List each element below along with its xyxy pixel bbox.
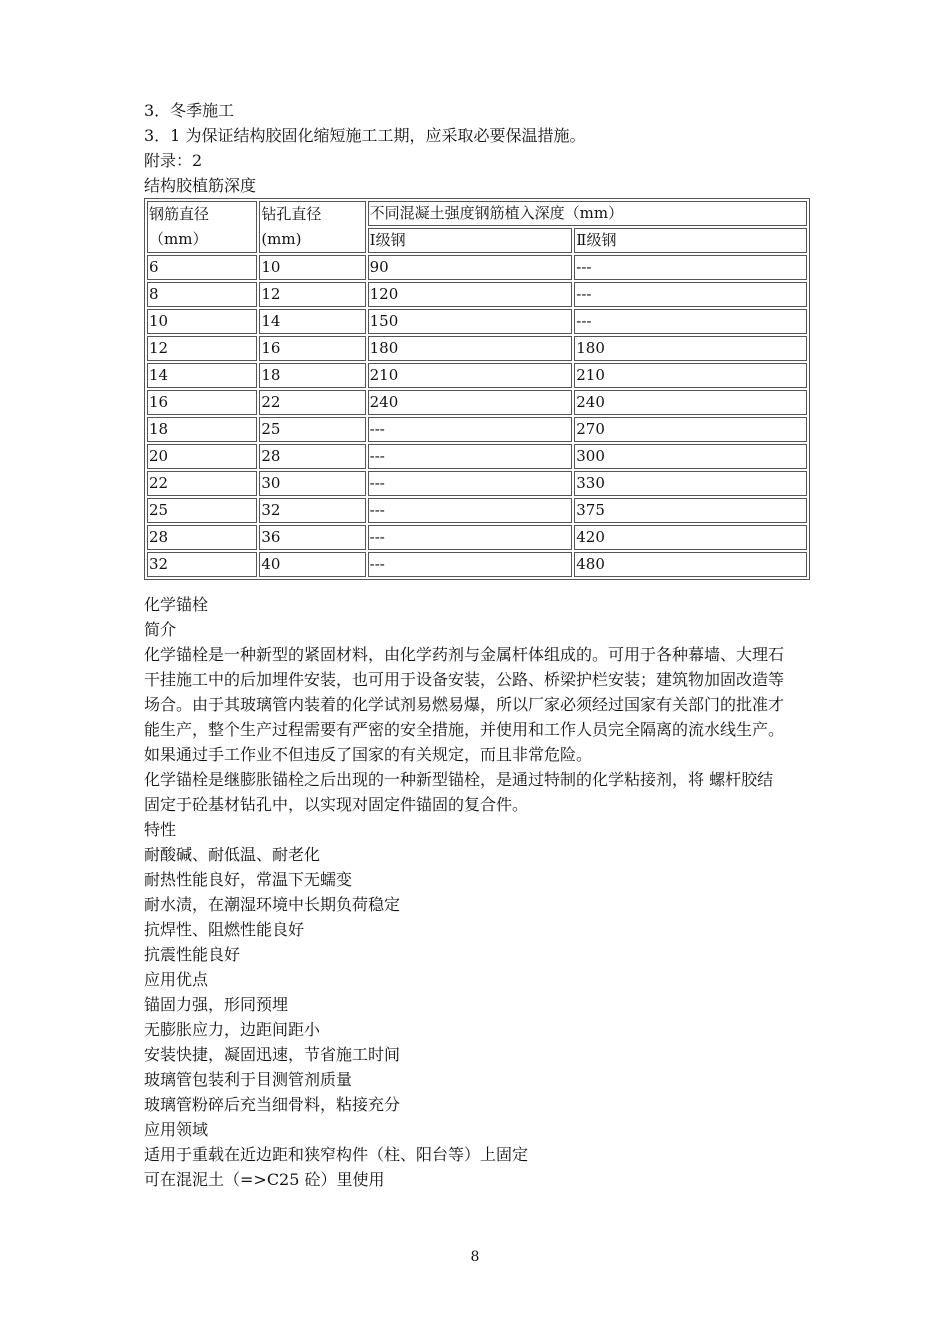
table-cell: 28 [147, 525, 257, 550]
paragraph-line: 干挂施工中的后加埋件安装，也可用于设备安装，公路、桥梁护栏安装；建筑物加固改造等 [144, 670, 785, 689]
advantage-item: 安装快捷，凝固迅速，节省施工时间 [144, 1045, 401, 1064]
table-cell: 150 [368, 309, 573, 334]
intro-paragraph-1 [144, 642, 810, 767]
table-cell: 10 [259, 255, 365, 280]
table-row [147, 525, 807, 550]
paragraph-line: 固定于砼基材钻孔中，以实现对固定件锚固的复合件。 [144, 795, 529, 814]
table-cell: 330 [574, 471, 807, 496]
feature-item: 耐水渍，在潮湿环境中长期负荷稳定 [144, 895, 401, 914]
table-cell: --- [368, 525, 573, 550]
table-cell: 25 [147, 498, 257, 523]
header-hole-diameter [259, 201, 365, 253]
table-row [147, 309, 807, 334]
feature-item: 耐热性能良好，常温下无蠕变 [144, 870, 353, 889]
header-depth-group: 不同混凝土强度钢筋植入深度（mm） [368, 201, 807, 226]
field-item: 适用于重载在近边距和狭窄构件（柱、阳台等）上固定 [144, 1145, 529, 1164]
table-title: 结构胶植筋深度 [144, 176, 257, 195]
table-row [147, 255, 807, 280]
table-row [147, 471, 807, 496]
table-cell: --- [368, 552, 573, 577]
table-cell: 32 [259, 498, 365, 523]
table-cell: 180 [368, 336, 573, 361]
table-cell: 12 [147, 336, 257, 361]
table-row [147, 336, 807, 361]
table-cell: 32 [147, 552, 257, 577]
table-cell: 22 [147, 471, 257, 496]
table-cell: 22 [259, 390, 365, 415]
table-row [147, 444, 807, 469]
table-cell: 30 [259, 471, 365, 496]
header-rebar-diameter-line1: 钢筋直径 [149, 205, 210, 223]
advantage-item: 无膨胀应力，边距间距小 [144, 1020, 321, 1039]
intro-heading: 简介 [144, 620, 177, 639]
table-cell: --- [368, 444, 573, 469]
chem-anchor-title: 化学锚栓 [144, 595, 209, 614]
section-heading: 3．冬季施工 [144, 101, 235, 120]
table-cell: --- [574, 255, 807, 280]
document-page [144, 98, 810, 1192]
table-cell: 10 [147, 309, 257, 334]
table-cell: 480 [574, 552, 807, 577]
advantages-heading: 应用优点 [144, 970, 209, 989]
table-cell: --- [368, 498, 573, 523]
table-cell: 270 [574, 417, 807, 442]
header-hole-diameter-line1: 钻孔直径 [261, 205, 322, 223]
feature-item: 耐酸碱、耐低温、耐老化 [144, 845, 321, 864]
table-cell: 8 [147, 282, 257, 307]
table-cell: 6 [147, 255, 257, 280]
fields-heading: 应用领域 [144, 1120, 209, 1139]
advantage-item: 玻璃管包装利于目测管剂质量 [144, 1070, 353, 1089]
table-cell: --- [368, 417, 573, 442]
table-cell: 420 [574, 525, 807, 550]
features-heading: 特性 [144, 820, 177, 839]
table-cell: 240 [368, 390, 573, 415]
feature-item: 抗焊性、阻燃性能良好 [144, 920, 305, 939]
table-header-row [147, 201, 807, 226]
table-cell: 120 [368, 282, 573, 307]
rebar-depth-table [144, 198, 810, 580]
header-rebar-diameter-line2: （mm） [149, 230, 208, 248]
table-row [147, 390, 807, 415]
table-cell: 14 [147, 363, 257, 388]
paragraph-line: 场合。由于其玻璃管内装着的化学试剂易燃易爆，所以厂家必须经过国家有关部门的批准才 [144, 695, 785, 714]
paragraph-line: 化学锚栓是一种新型的紧固材料，由化学药剂与金属杆体组成的。可用于各种幕墙、大理石 [144, 645, 785, 664]
table-cell: 240 [574, 390, 807, 415]
table-cell: 14 [259, 309, 365, 334]
table-cell: 18 [259, 363, 365, 388]
appendix-label: 附录：2 [144, 151, 203, 170]
field-item: 可在混泥土（=>C25 砼）里使用 [144, 1170, 385, 1189]
header-hole-diameter-line2: (mm) [261, 230, 302, 248]
table-cell: 180 [574, 336, 807, 361]
header-rebar-diameter [147, 201, 257, 253]
header-grade2-steel: Ⅱ级钢 [574, 228, 807, 253]
table-cell: 210 [574, 363, 807, 388]
table-cell: 12 [259, 282, 365, 307]
section-item: 3．1 为保证结构胶固化缩短施工工期，应采取必要保温措施。 [144, 126, 586, 145]
table-row [147, 363, 807, 388]
table-cell: 300 [574, 444, 807, 469]
paragraph-line: 化学锚栓是继膨胀锚栓之后出现的一种新型锚栓，是通过特制的化学粘接剂，将 螺杆胶结 [144, 770, 774, 789]
table-cell: 18 [147, 417, 257, 442]
table-cell: --- [368, 471, 573, 496]
table-row [147, 552, 807, 577]
advantage-item: 锚固力强，形同预埋 [144, 995, 289, 1014]
table-cell: 16 [259, 336, 365, 361]
advantage-item: 玻璃管粉碎后充当细骨料，粘接充分 [144, 1095, 401, 1114]
table-cell: 20 [147, 444, 257, 469]
intro-paragraph-2 [144, 767, 810, 817]
page-number: 8 [470, 1249, 480, 1265]
table-cell: 36 [259, 525, 365, 550]
table-cell: 28 [259, 444, 365, 469]
paragraph-line: 如果通过手工作业不但违反了国家的有关规定，而且非常危险。 [144, 745, 593, 764]
table-row [147, 417, 807, 442]
table-cell: 90 [368, 255, 573, 280]
table-cell: 210 [368, 363, 573, 388]
table-cell: 375 [574, 498, 807, 523]
table-cell: --- [574, 309, 807, 334]
table-cell: 40 [259, 552, 365, 577]
table-cell: 16 [147, 390, 257, 415]
table-row [147, 498, 807, 523]
table-row [147, 282, 807, 307]
header-grade1-steel: Ⅰ级钢 [368, 228, 573, 253]
feature-item: 抗震性能良好 [144, 945, 241, 964]
paragraph-line: 能生产，整个生产过程需要有严密的安全措施，并使用和工作人员完全隔离的流水线生产。 [144, 720, 785, 739]
table-cell: --- [574, 282, 807, 307]
table-cell: 25 [259, 417, 365, 442]
